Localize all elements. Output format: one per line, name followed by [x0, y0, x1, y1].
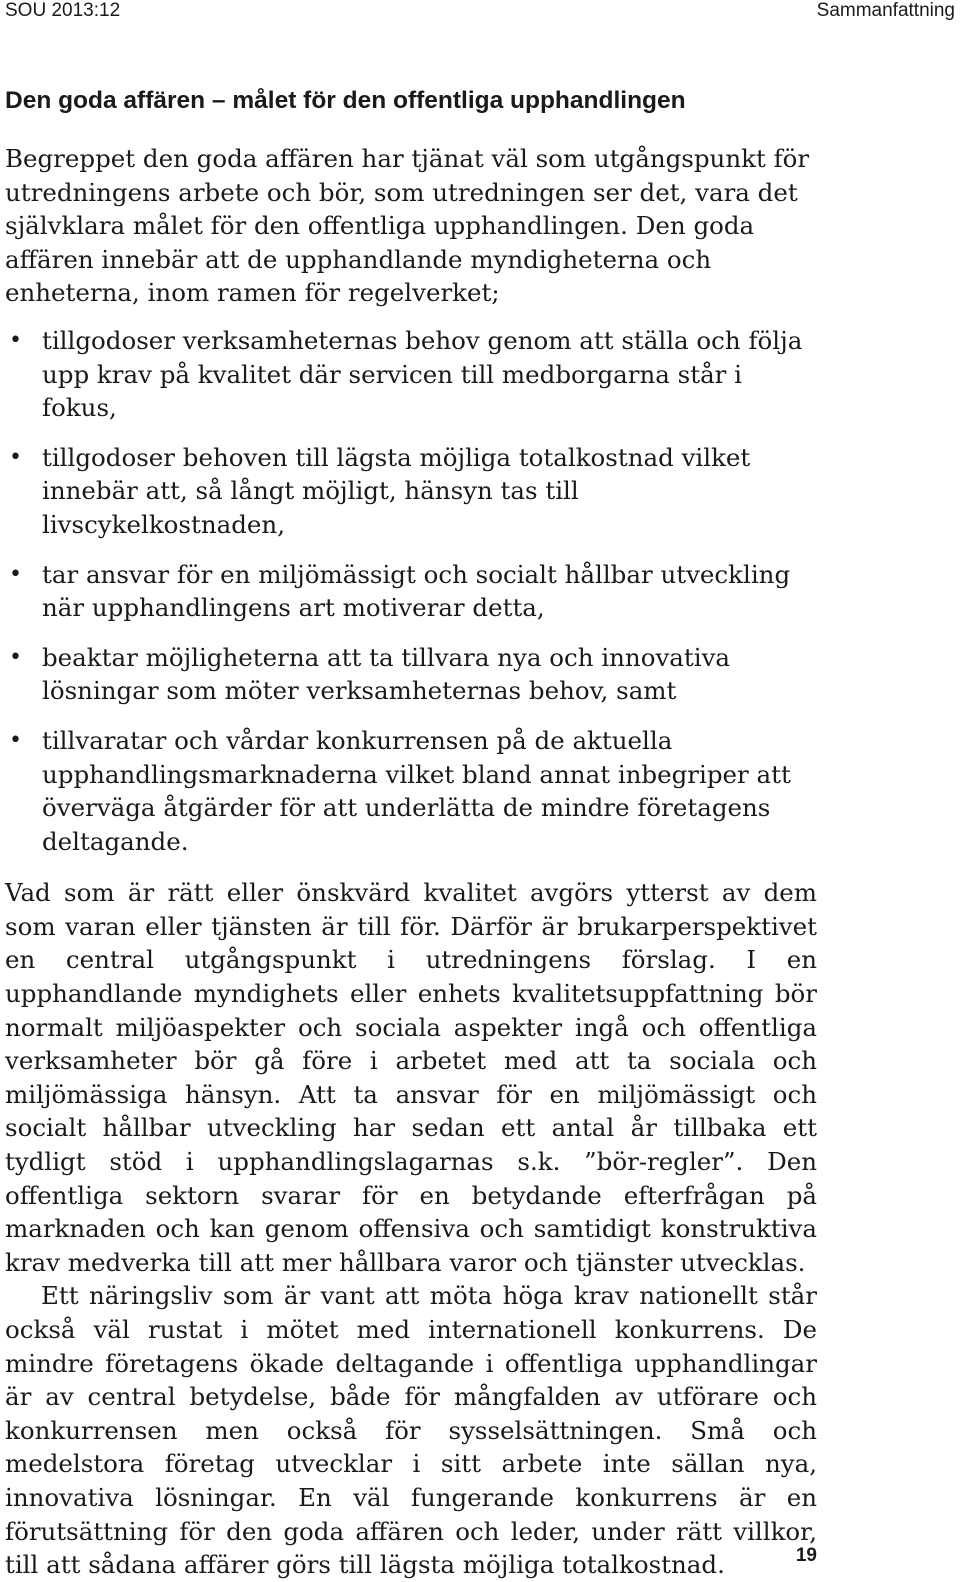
bullet-list [5, 324, 817, 858]
document-id: SOU 2013:12 [5, 0, 121, 21]
body-paragraph-1: Vad som är rätt eller önskvärd kvalitet avgörs ytterst av dem som varan eller tjänsten är till för. Därför är brukarperspektivet en central utgångspunkt i utredningens förslag. I en upphandlande myndighets eller enhets kvalitetsuppfattning bör normalt miljöaspekter och sociala aspekter ingå och offentliga verksamheter bör gå före i arbetet med att ta sociala och miljömässiga hänsyn. Att ta ansvar för en miljömässigt och socialt hållbar utveckling har sedan ett antal år tillbaka ett tydligt stöd i upphandlingslagarnas s.k. ”bör-regler”. Den offentliga sektorn svarar för en betydande efterfrågan på marknaden och kan genom offensiva och samtidigt konstruktiva krav medverka till att mer hållbara varor och tjänster utvecklas. [5, 878, 817, 1277]
bullet-icon: • [9, 327, 22, 353]
list-item [5, 641, 817, 708]
section-heading: Den goda affären – målet för den offentliga upphandlingen [5, 87, 686, 114]
body-paragraph-2: Ett näringsliv som är vant att möta höga krav nationellt står också väl rustat i mötet med internationell konkurrens. De mindre företagens ökade deltagande i offentliga upphandlingar är av central betydelse, både för mångfalden av utförare och konkurrensen men också för sysselsättningen. Små och medelstora företag utvecklar i sitt arbete inte sällan nya, innovativa lösningar. En väl fungerande konkurrens är en förutsättning för den goda affären och leder, under rätt villkor, till att sådana affärer görs till lägsta möjliga totalkostnad. [5, 1281, 817, 1580]
main-content [5, 84, 817, 1582]
list-item-text: tillgodoser verksamheternas behov genom att ställa och följa upp krav på kvalitet där servicen till medborgarna står i fokus, [42, 325, 803, 423]
list-item-text: beaktar möjligheterna att ta tillvara nya och innovativa lösningar som möter verksamheternas behov, samt [42, 642, 731, 706]
bullet-icon: • [9, 561, 22, 587]
page-number: 19 [795, 1545, 817, 1566]
section-title: Sammanfattning [816, 0, 955, 21]
list-item-text: tillvaratar och vårdar konkurrensen på de aktuella upphandlingsmarknaderna vilket bland annat inbegriper att överväga åtgärder för att underlätta de mindre företagens deltagande. [42, 725, 791, 856]
list-item [5, 441, 817, 542]
list-item [5, 558, 817, 625]
bullet-icon: • [9, 644, 22, 670]
list-item [5, 724, 817, 858]
list-item-text: tar ansvar för en miljömässigt och socialt hållbar utveckling när upphandlingens art motiverar detta, [42, 559, 791, 623]
list-item-text: tillgodoser behoven till lägsta möjliga totalkostnad vilket innebär att, så långt möjligt, hänsyn tas till livscykelkostnaden, [42, 442, 751, 539]
list-item [5, 324, 817, 425]
page-header [5, 0, 955, 24]
bullet-icon: • [9, 444, 22, 470]
bullet-icon: • [9, 727, 22, 753]
intro-paragraph: Begreppet den goda affären har tjänat väl som utgångspunkt för utredningens arbete och bör, som utredningen ser det, vara det självklara målet för den offentliga upphandlingen. Den goda affären innebär att de upphandlande myndigheterna och enheterna, inom ramen för regelverket; [5, 144, 810, 308]
